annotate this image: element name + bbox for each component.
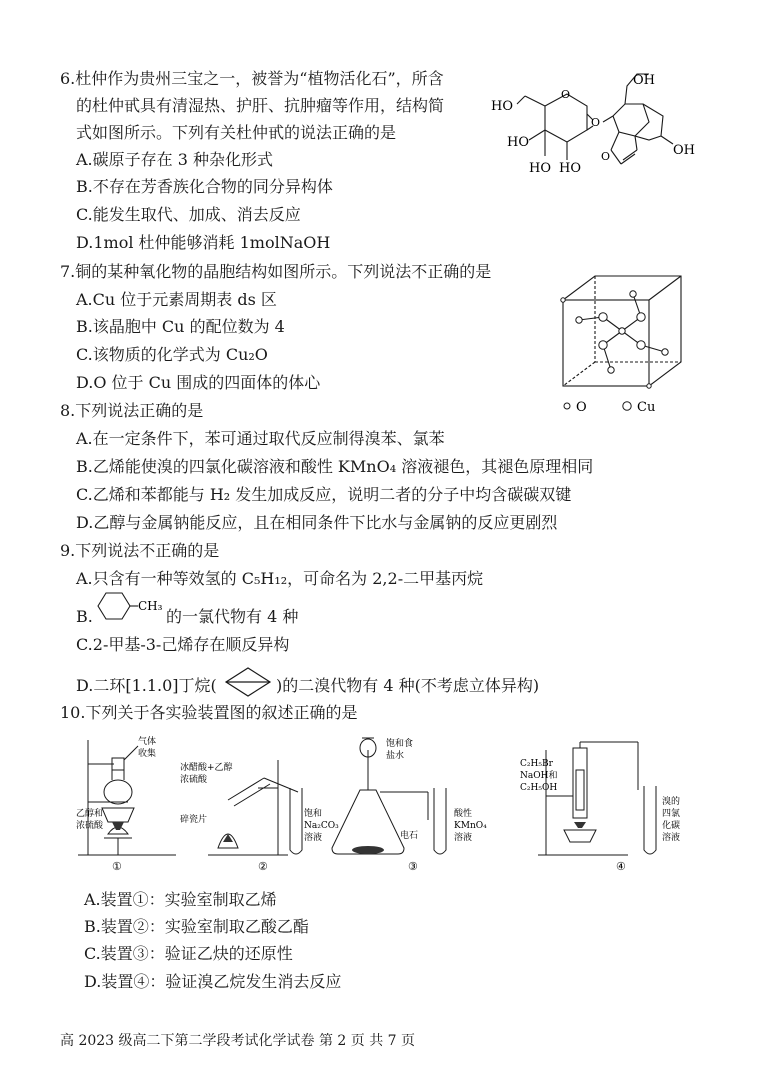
label-kmno-b: KMnO₄	[454, 821, 487, 831]
label-br3: 化碳	[662, 821, 681, 831]
q9-option-c: C.2-甲基-3-己烯存在顺反异构	[76, 635, 290, 654]
label-chips: 碎瓷片	[180, 815, 208, 825]
q8-option-d: D.乙醇与金属钠能反应，且在相同条件下比水与金属钠的反应更剧烈	[76, 513, 558, 532]
legend-o: O	[576, 400, 587, 415]
label-br1: 溴的	[662, 797, 681, 807]
q9-option-b-suffix: 的一氯代物有 4 种	[166, 607, 299, 626]
q10-stem: 10.下列关于各实验装置图的叙述正确的是	[60, 703, 358, 722]
label-kmno-a: 酸性	[454, 809, 473, 819]
page-footer: 高 2023 级高二下第二学段考试化学试卷 第 2 页 共 7 页	[60, 1033, 416, 1049]
label-collect: 收集	[138, 749, 157, 759]
q7-option-d: D.O 位于 Cu 围成的四面体的体心	[76, 373, 321, 392]
q7-option-a: A.Cu 位于元素周期表 ds 区	[76, 290, 277, 309]
q6-stem-line3: 式如图所示。下列有关杜仲甙的说法正确的是	[76, 123, 397, 142]
label-apparatus-2: ②	[258, 860, 268, 873]
label-r1: C₂H₅Br	[520, 759, 553, 769]
struct-oh-right: OH	[673, 143, 695, 158]
label-reagent2: 浓硫酸	[180, 775, 208, 785]
legend-cu: Cu	[637, 400, 656, 415]
label-acid: 浓硫酸	[76, 821, 104, 831]
crystal-cell-figure	[555, 268, 715, 418]
q10-option-c: C.装置③：验证乙炔的还原性	[84, 944, 293, 963]
label-r3: C₂H₅OH	[520, 783, 558, 793]
q8-stem: 8.下列说法正确的是	[60, 401, 204, 420]
eucommiol-structure	[485, 64, 710, 182]
q8-option-b: B.乙烯能使溴的四氯化碳溶液和酸性 KMnO₄ 溶液褪色，其褪色原理相同	[76, 457, 594, 476]
label-ethanol: 乙醇和	[76, 809, 104, 819]
struct-oh-top: OH	[633, 73, 655, 88]
methylcyclohexane-structure	[92, 588, 166, 624]
label-brine2: 盐水	[386, 751, 405, 761]
label-apparatus-4: ④	[616, 860, 626, 873]
q6-option-a: A.碳原子存在 3 种杂化形式	[76, 150, 273, 169]
q7-option-b: B.该晶胞中 Cu 的配位数为 4	[76, 317, 285, 336]
label-carbide: 电石	[400, 831, 419, 841]
q6-option-b: B.不存在芳香族化合物的同分异构体	[76, 177, 333, 196]
q6-stem-line2: 的杜仲甙具有清湿热、护肝、抗肿瘤等作用，结构简	[76, 96, 445, 115]
q7-option-c: C.该物质的化学式为 Cu₂O	[76, 345, 268, 364]
label-reagent: 冰醋酸+乙醇	[180, 763, 233, 773]
struct-o-ring: O	[561, 88, 571, 101]
q7-stem: 7.铜的某种氧化物的晶胞结构如图所示。下列说法不正确的是	[60, 262, 492, 281]
q6-stem-line1: 6.杜仲作为贵州三宝之一，被誉为“植物活化石”，所含	[60, 69, 444, 88]
legend-cu-marker	[623, 402, 631, 410]
q9-stem: 9.下列说法不正确的是	[60, 541, 220, 560]
q10-option-d: D.装置④：验证溴乙烷发生消去反应	[84, 972, 342, 991]
q9-option-d-suffix: )的二溴代物有 4 种(不考虑立体异构)	[276, 676, 540, 695]
ch3-label: CH₃	[138, 599, 163, 613]
label-br4: 溶液	[662, 833, 681, 843]
q8-option-a: A.在一定条件下，苯可通过取代反应制得溴苯、氯苯	[76, 429, 445, 448]
q10-option-b: B.装置②：实验室制取乙酸乙酯	[84, 917, 309, 936]
label-sol: 溶液	[304, 833, 323, 843]
label-gas: 气体	[138, 737, 157, 747]
q6-option-d: D.1mol 杜仲能够消耗 1molNaOH	[76, 233, 331, 252]
q9-option-b-prefix: B.	[76, 607, 93, 626]
label-brine1: 饱和食	[386, 739, 414, 749]
struct-ho-bottom1: HO	[529, 161, 551, 176]
q10-option-a: A.装置①：实验室制取乙烯	[84, 890, 277, 909]
struct-ho-mid: HO	[507, 135, 529, 150]
q9-option-a: A.只含有一种等效氢的 C₅H₁₂，可命名为 2,2-二甲基丙烷	[76, 569, 484, 588]
bicyclobutane-structure	[222, 664, 274, 700]
label-sat1: 饱和	[304, 809, 323, 819]
label-apparatus-3: ③	[408, 860, 418, 873]
q9-option-d-prefix: D.二环[1.1.0]丁烷(	[76, 676, 217, 695]
struct-o-pyran: O	[601, 150, 611, 163]
label-br2: 四氯	[662, 809, 681, 819]
q6-option-c: C.能发生取代、加成、消去反应	[76, 205, 301, 224]
struct-ho-left: HO	[491, 99, 513, 114]
struct-o-link: O	[591, 116, 601, 129]
struct-ho-bottom2: HO	[559, 161, 581, 176]
q8-option-c: C.乙烯和苯都能与 H₂ 发生加成反应，说明二者的分子中均含碳碳双键	[76, 485, 572, 504]
legend-o-marker	[564, 403, 570, 409]
label-kmno-c: 溶液	[454, 833, 473, 843]
label-na2co3: Na₂CO₃	[304, 821, 339, 831]
label-apparatus-1: ①	[112, 860, 122, 873]
label-r2: NaOH和	[520, 771, 558, 781]
apparatus-figure	[68, 730, 688, 875]
